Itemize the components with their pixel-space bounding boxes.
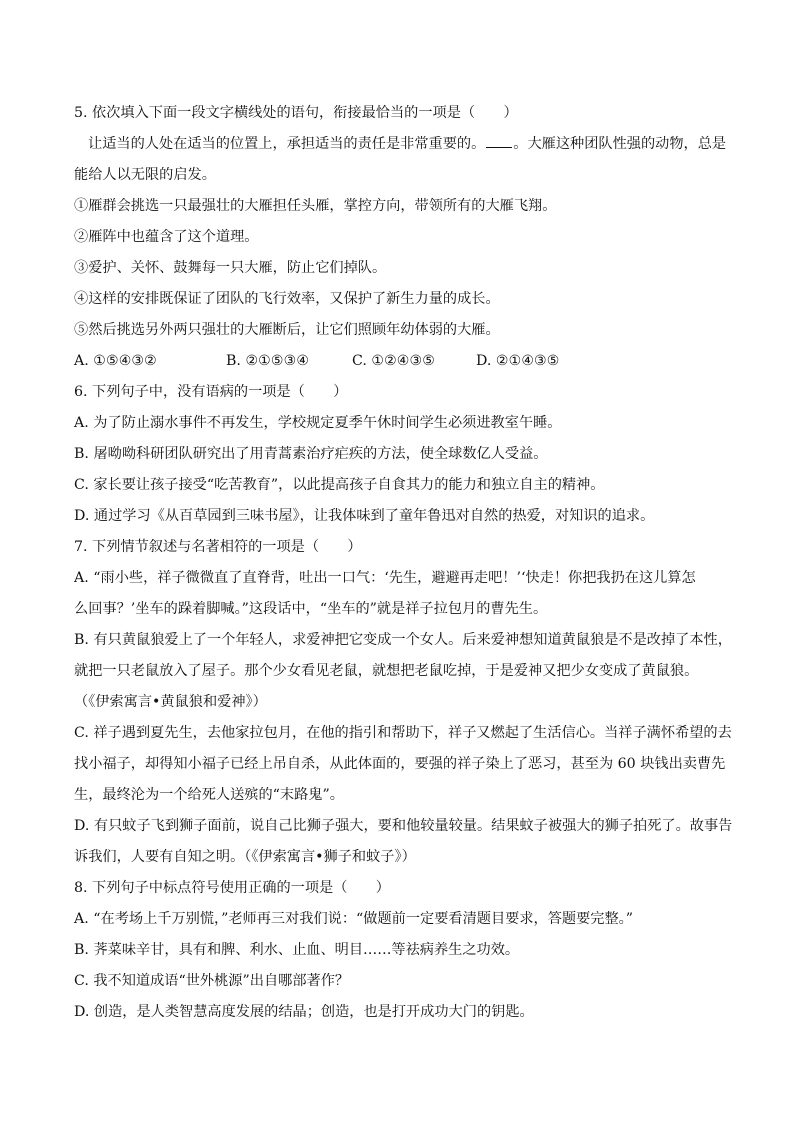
q5-sentence-5: ⑤然后挑选另外两只强壮的大雁断后，让它们照顾年幼体弱的大雁。: [74, 322, 500, 338]
q5-sentence-2: ②雁阵中也蕴含了这个道理。: [74, 229, 259, 245]
q6-option-c: C. 家长要让孩子接受“吃苦教育”，以此提高孩子自食其力的能力和独立自主的精神。: [74, 477, 605, 493]
q5-stem: 5. 依次填入下面一段文字横线处的语句，衔接最恰当的一项是（ ）: [74, 105, 518, 121]
q7-option-c-line-3: 生，最终沦为一个给死人送殡的“末路鬼”。: [74, 787, 344, 803]
q5-option-b: B. ②①⑤③④: [226, 353, 310, 369]
q6-option-a: A. 为了防止溺水事件不再发生，学校规定夏季午休时间学生必须进教室午睡。: [74, 415, 562, 431]
q8-option-c: C. 我不知道成语“世外桃源”出自哪部著作？: [74, 973, 350, 989]
q7-option-a-line-1: A. “雨小些，祥子微微直了直脊背，吐出一口气：‘先生，避避再走吧！’‘快走！你把我扔在这儿算怎: [74, 570, 696, 586]
q6-stem: 6. 下列句子中，没有语病的一项是（ ）: [74, 384, 348, 400]
q5-option-a: A. ①⑤④③②: [74, 353, 157, 369]
q5-sentence-4: ④这样的安排既保证了团队的飞行效率，又保护了新生力量的成长。: [74, 291, 500, 307]
q6-option-d: D. 通过学习《从百草园到三味书屋》，让我体味到了童年鲁迅对自然的热爱，对知识的追求。: [74, 508, 655, 524]
q7-option-d-line-2: 诉我们，人要有自知之明。（《伊索寓言•狮子和蚊子》）: [74, 849, 416, 865]
q8-stem: 8. 下列句子中标点符号使用正确的一项是（ ）: [74, 880, 390, 896]
q7-option-b-line-2: 就把一只老鼠放入了屋子。那个少女看见老鼠，就想把老鼠吃掉，于是爱神又把少女变成了黄鼠狼。: [74, 663, 699, 679]
q7-option-b-line-3: （《伊索寓言•黄鼠狼和爱神》）: [74, 694, 267, 710]
q7-stem: 7. 下列情节叙述与名著相符的一项是（ ）: [74, 539, 362, 555]
q5-sentence-3: ③爱护、关怀、鼓舞每一只大雁，防止它们掉队。: [74, 260, 387, 276]
exam-page: [74, 98, 733, 1028]
q7-option-a-line-2: 么回事？’坐车的跺着脚喊。”这段话中，“坐车的”就是祥子拉包月的曹先生。: [74, 601, 548, 617]
q8-option-b: B. 荠菜味辛甘，具有和脾、利水、止血、明目……等祛病养生之功效。: [74, 942, 520, 958]
q5-sentence-1: ①雁群会挑选一只最强壮的大雁担任头雁，掌控方向，带领所有的大雁飞翔。: [74, 198, 557, 214]
q7-option-d-line-1: D. 有只蚊子飞到狮子面前，说自己比狮子强大，要和他较量较量。结果蚊子被强大的狮子拍死了。故事告: [74, 818, 733, 834]
q8-option-a: A. “在考场上千万别慌，”老师再三对我们说：“做题前一定要看清题目要求，答题要完整。”: [74, 911, 634, 927]
q5-passage-line-2: 能给人以无限的启发。: [74, 167, 216, 183]
q7-option-c-line-2: 找小福子，却得知小福子已经上吊自杀，从此体面的，要强的祥子染上了恶习，甚至为 60 块钱出卖曹先: [74, 756, 726, 772]
q5-options: [74, 346, 724, 377]
q7-option-b-line-1: B. 有只黄鼠狼爱上了一个年轻人，求爱神把它变成一个女人。后来爱神想知道黄鼠狼是不是改掉了本性，: [74, 632, 732, 648]
q5-fill-blank: [486, 133, 512, 148]
q7-option-c-line-1: C. 祥子遇到夏先生，去他家拉包月，在他的指引和帮助下，祥子又燃起了生活信心。当祥子满怀希望的去: [74, 725, 732, 741]
q6-option-b: B. 屠呦呦科研团队研究出了用青蒿素治疗疟疾的方法，使全球数亿人受益。: [74, 446, 548, 462]
q5-option-d: D. ②①④③⑤: [476, 353, 560, 369]
q5-passage-line-1: [74, 129, 727, 160]
q8-option-d: D. 创造，是人类智慧高度发展的结晶；创造，也是打开成功大门的钥匙。: [74, 1004, 534, 1020]
q5-option-c: C. ①②④③⑤: [352, 353, 435, 369]
q5-passage-part-2: 。大雁这种团队性强的动物，总是: [513, 136, 727, 152]
q5-passage-part-1: 让适当的人处在适当的位置上，承担适当的责任是非常重要的。: [88, 136, 486, 152]
